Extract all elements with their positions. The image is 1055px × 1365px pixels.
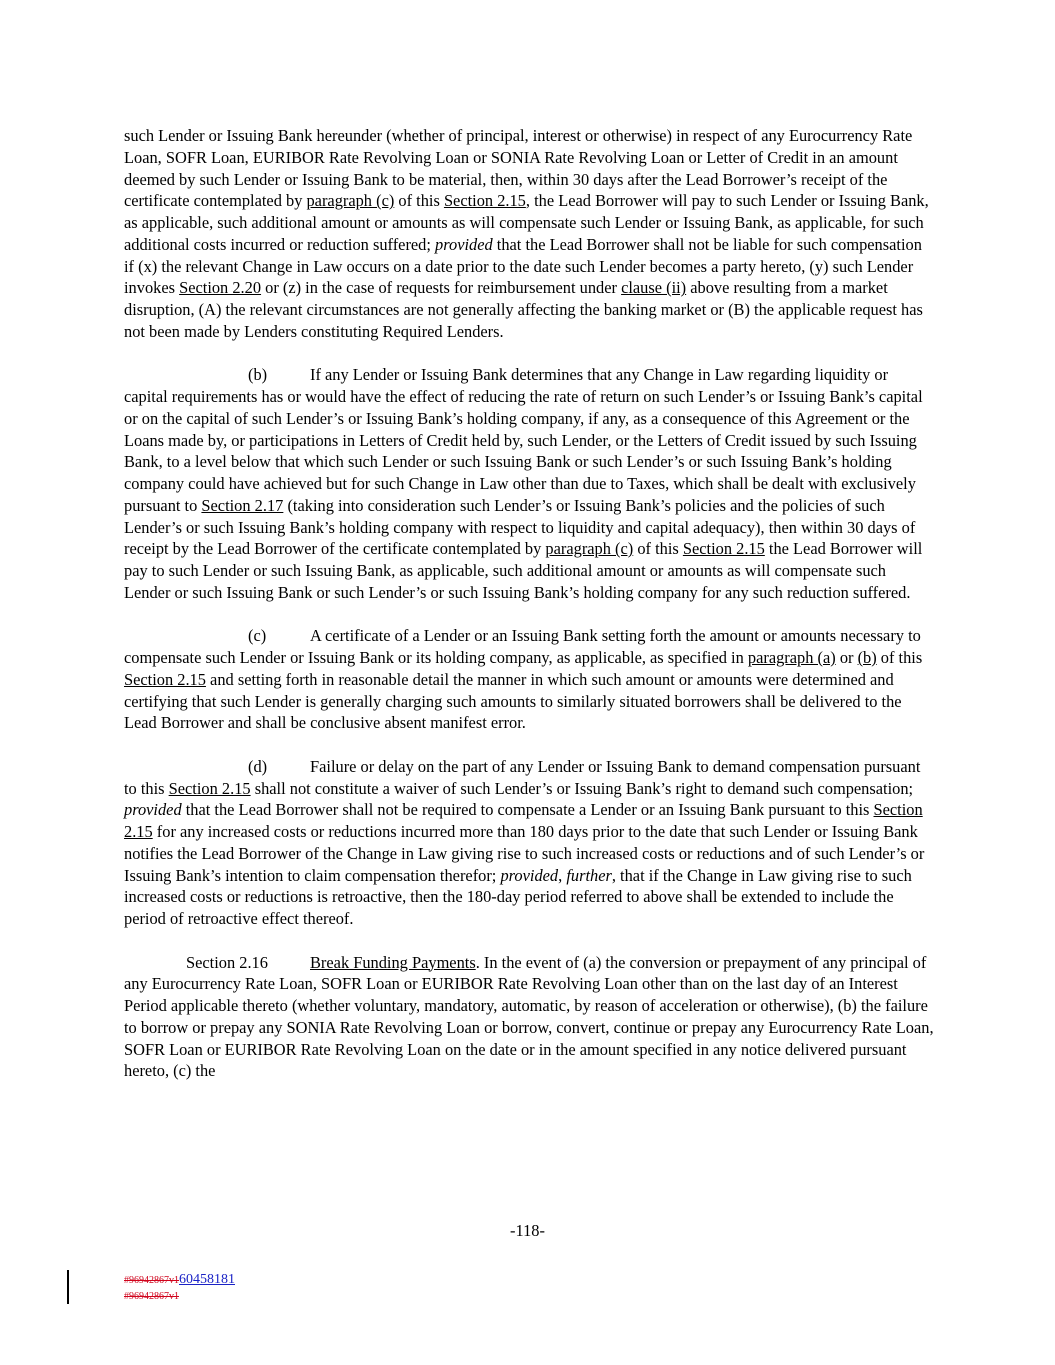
italic-term: provided <box>500 865 559 885</box>
cross-reference: clause (ii) <box>621 278 687 298</box>
text: , <box>558 865 567 885</box>
italic-term: provided <box>124 800 182 820</box>
section-heading: Break Funding Payments <box>310 952 476 972</box>
cross-reference: paragraph (c) <box>545 539 634 559</box>
text: , the Lead Borrower will pay to such Lender or Issuing Bank, as applicable, such additional amount or amounts as will compensate such Lender or Issuing Bank, as applicable, for such additional costs incurred or reduction suffered; <box>124 191 929 254</box>
paragraph-d <box>124 756 934 930</box>
text: or (z) in the case of requests for reimbursement under <box>261 278 622 298</box>
text: (taking into consideration such Lender’s or Issuing Bank’s policies and the policies of such Lender’s or such Issuing Bank’s holding company with respect to liquidity and capital adequacy), then within 30 days of receipt by the Lead Borrower of the certificate contemplated by <box>124 495 916 559</box>
change-bar <box>67 1270 69 1304</box>
section-2-16 <box>124 952 934 1083</box>
text: such Lender or Issuing Bank hereunder (whether of principal, interest or otherwise) in respect of any Eurocurrency Rate Loan, SOFR Loan, EURIBOR Rate Revolving Loan or SONIA Rate Revolving Loan or Letter of Credit in an amount deemed by such Lender or Issuing Bank to be material, then, within 30 days after the Lead Borrower’s receipt of the certificate contemplated by <box>124 126 913 211</box>
text: that the Lead Borrower shall not be required to compensate a Lender or an Issuing Bank pursuant to this <box>181 800 874 820</box>
text: If any Lender or Issuing Bank determines that any Change in Law regarding liquidity or capital requirements has or would have the effect of reducing the rate of return on such Lender’s or Issuing Bank’s capital or on the capital of such Lender’s or Issuing Bank’s holding company, if any, as a consequence of this Agreement or the Loans made by, or participations in Letters of Credit held by, such Lender, or the Letters of Credit issued by such Issuing Bank, to a level below that which such Lender or such Issuing Bank or such Lender’s or such Issuing Bank’s holding company could have achieved but for such Change in Law other than due to Taxes, which shall be dealt with exclusively pursuant to <box>124 365 923 515</box>
paragraph-gap <box>124 343 934 365</box>
paragraph-label: (c) <box>248 626 267 646</box>
cross-reference: Section 2.15 <box>124 800 923 841</box>
text: A certificate of a Lender or an Issuing Bank setting forth the amount or amounts necessary to compensate such Lender or Issuing Bank or its holding company, as applicable, as specified in <box>124 626 921 667</box>
cross-reference: Section 2.20 <box>179 278 262 298</box>
text: . In the event of (a) the conversion or prepayment of any principal of any Eurocurrency Rate Loan, SOFR Loan or EURIBOR Rate Revolving Loan other than on the last day of an Interest Period applicable thereto (whether voluntary, mandatory, automatic, by reason of acceleration or otherwise), (b) the failure to borrow or prepay any SONIA Rate Revolving Loan or borrow, convert, continue or prepay any Eurocurrency Rate Loan, SOFR Loan or EURIBOR Rate Revolving Loan on the date or in the amount specified in any notice delivered pursuant hereto, (c) the <box>124 952 934 1081</box>
paragraph-label: (b) <box>248 365 268 385</box>
document-id <box>124 1272 235 1304</box>
document-id-line-2 <box>124 1288 235 1304</box>
paragraph-b <box>124 364 934 603</box>
text: for any increased costs or reductions incurred more than 180 days prior to the date that such Lender or Issuing Bank notifies the Lead Borrower of the Change in Law giving rise to such increased costs or reductions and of such Lender’s or Issuing Bank’s intention to claim compensation therefor; <box>124 822 925 885</box>
paragraph-label: (d) <box>248 756 268 776</box>
cross-reference: Section 2.15 <box>682 539 765 559</box>
cross-reference: Section 2.17 <box>201 495 284 515</box>
paragraph-gap <box>124 604 934 626</box>
text: and setting forth in reasonable detail the manner in which such amount or amounts were determined and certifying that such Lender is generally charging such amounts to similarly situated borrowers shall be delivered to the Lead Borrower and shall be conclusive absent manifest error. <box>124 669 902 733</box>
paragraph-c <box>124 625 934 734</box>
text: of this <box>394 191 444 211</box>
cross-reference: (b) <box>857 648 877 667</box>
paragraph-gap <box>124 930 934 952</box>
cross-reference: Section 2.15 <box>168 778 251 798</box>
cross-reference: paragraph (c) <box>306 191 395 211</box>
paragraph-continuation <box>124 125 934 343</box>
text: of this <box>633 539 683 559</box>
text: , that if the Change in Law giving rise to such increased costs or reductions is retroactive, then the 180-day period referred to above shall be extended to include the period of retroactive effect thereof. <box>124 865 912 928</box>
text: that the Lead Borrower shall not be liable for such compensation if (x) the relevant Change in Law occurs on a date prior to the date such Lender becomes a party hereto, (y) such Lender invokes <box>124 234 922 298</box>
text: above resulting from a market disruption, (A) the relevant circumstances are not generally affecting the banking market or (B) the applicable request has not been made by Lenders constituting Required Lenders. <box>124 278 923 341</box>
cross-reference: Section 2.15 <box>443 191 526 211</box>
text: the Lead Borrower will pay to such Lender or such Issuing Bank, as applicable, such additional amount or amounts as will compensate such Lender or such Issuing Bank or such Lender’s or such Issuing Bank’s holding company for any such reduction suffered. <box>124 539 923 602</box>
text: shall not constitute a waiver of such Lender’s or Issuing Bank’s right to demand such compensation; <box>250 778 914 798</box>
cross-reference: paragraph (a) <box>747 648 836 667</box>
italic-term: provided <box>435 234 493 254</box>
document-body <box>124 125 934 1082</box>
section-label: Section 2.16 <box>186 952 268 972</box>
document-id-line-1 <box>124 1272 235 1288</box>
text: of this <box>876 648 923 667</box>
deleted-doc-id: #96942867v1 <box>124 1275 179 1286</box>
text: or <box>835 648 858 667</box>
deleted-doc-id: #96942867v1 <box>124 1291 179 1302</box>
paragraph-gap <box>124 734 934 756</box>
inserted-doc-id: 60458181 <box>179 1272 235 1287</box>
page-number: -118- <box>510 1221 545 1240</box>
italic-term: further <box>566 865 612 885</box>
cross-reference: Section 2.15 <box>124 669 206 689</box>
text: Failure or delay on the part of any Lender or Issuing Bank to demand compensation pursuant to this <box>124 756 921 798</box>
